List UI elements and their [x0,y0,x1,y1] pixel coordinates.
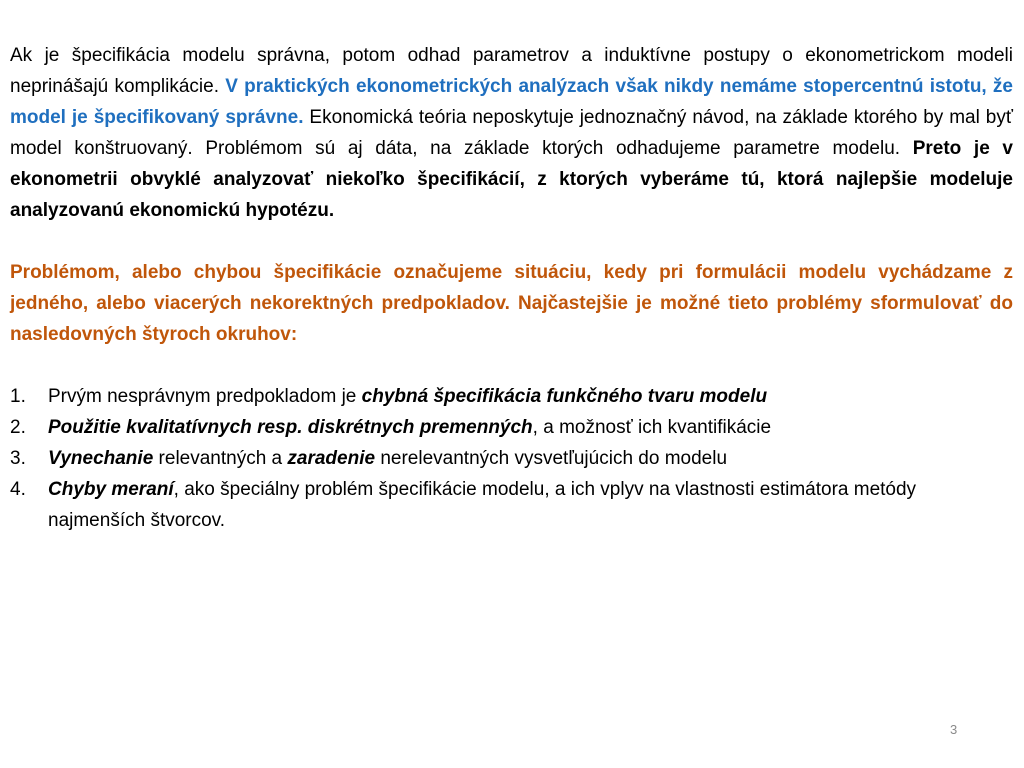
list-item [10,412,1013,443]
list-item-emphasis-2: zaradenie [287,448,376,469]
problem-paragraph: Problémom, alebo chybou špecifikácie označujeme situáciu, kedy pri formulácii modelu vychádzame z jedného, alebo viacerých nekorektných predpokladov. Najčastejšie je možné tieto problémy sformulovať do nasledovných štyroch okruhov: [10,262,1013,345]
list-item-emphasis: Chyby meraní [48,479,174,500]
list-item-text: relevantných a [153,448,288,469]
paragraph-gap [10,350,1013,381]
list-item-emphasis: Vynechanie [48,448,154,469]
list-item-text: , ako špeciálny problém špecifikácie modelu, a ich vplyv na vlastnosti estimátora metódy najmenších štvorcov. [48,479,917,531]
list-item-text: , a možnosť ich kvantifikácie [532,417,772,438]
list-item [10,443,1013,474]
list-item-number: 3. [10,448,26,469]
slide-content [10,40,1013,536]
paragraph-gap [10,226,1013,257]
intro-paragraph [10,40,1013,226]
intro-text-plain-2: Ekonomická teória neposkytuje jednoznačný návod, na základe ktorého by mal byť model konštruovaný. Problémom sú aj dáta, na základe ktorých odhadujeme parametre modelu. [10,107,1013,159]
intro-text-plain: Ak je špecifikácia modelu správna, potom odhad parametrov a induktívne postupy o ekonometrickom modeli neprinášajú komplikácie. [10,45,1013,97]
list-item-text: Prvým nesprávnym predpokladom je [48,386,362,407]
list-item [10,381,1013,412]
intro-text-bold: Preto je v ekonometrii obvyklé analyzovať niekoľko špecifikácií, z ktorých vyberáme tú, ktorá najlepšie modeluje analyzovanú ekonomickú hypotézu. [10,138,1013,221]
list-item-emphasis: Použitie kvalitatívnych resp. diskrétnych premenných [48,417,533,438]
page-number: 3 [950,722,958,737]
list-item [10,474,1013,536]
problem-list [10,381,1013,536]
list-item-emphasis: chybná špecifikácia funkčného tvaru modelu [361,386,768,407]
list-item-text-2: nerelevantných vysvetľujúcich do modelu [375,448,728,469]
intro-text-highlight-blue: V praktických ekonometrických analýzach však nikdy nemáme stopercentnú istotu, že model je špecifikovaný správne. [10,76,1013,128]
list-item-number: 2. [10,417,26,438]
list-item-number: 4. [10,479,26,500]
list-item-number: 1. [10,386,26,407]
